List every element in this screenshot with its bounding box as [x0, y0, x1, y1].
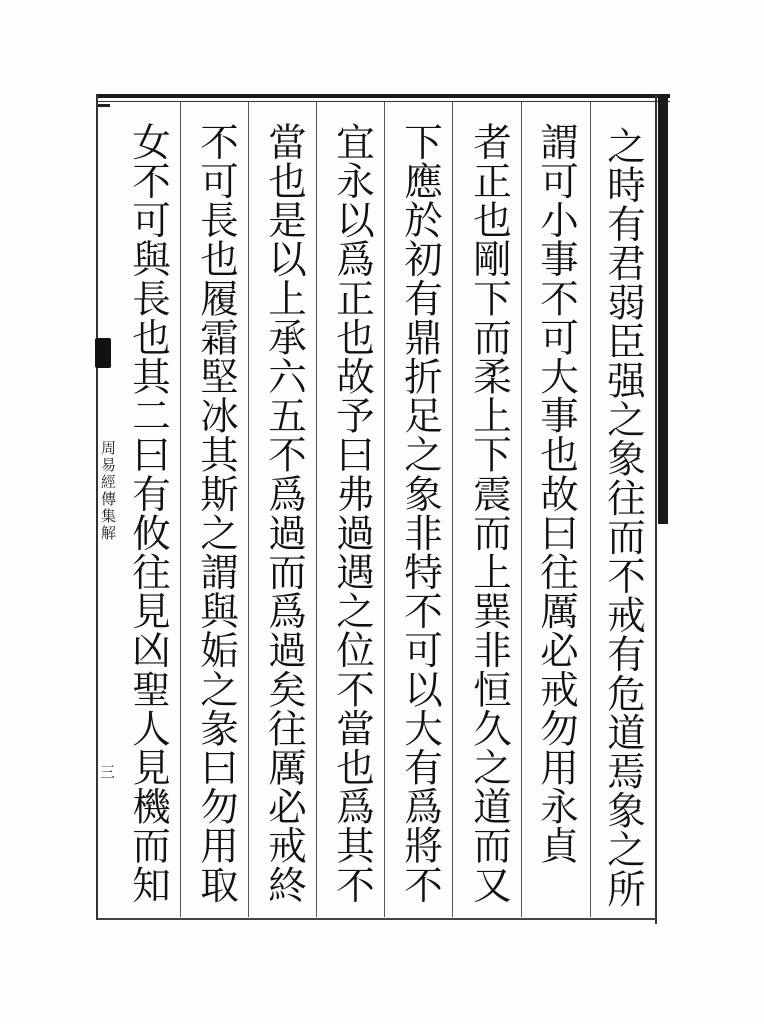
- column-rule: [316, 102, 317, 917]
- frame-top-inner-border: [96, 101, 670, 102]
- column-rule: [180, 102, 181, 917]
- margin-page-number: 三: [98, 764, 116, 779]
- text-column-6: 當也是以上承六五不爲過而爲過矣往厲必戒終: [262, 122, 307, 904]
- frame-top-border: [96, 94, 670, 98]
- column-rule: [384, 102, 385, 917]
- column-rule: [248, 102, 249, 917]
- fishtail-mark: [95, 338, 111, 368]
- text-column-1: 之時有君弱臣强之象往而不戒有危道焉象之所: [601, 126, 646, 908]
- text-column-7: 不可長也履霜堅冰其斯之謂與姤之彖曰勿用取: [194, 122, 239, 904]
- frame-bottom-border: [96, 918, 656, 920]
- text-column-8: 女不可與長也其二曰有攸往見凶聖人見機而知: [126, 122, 171, 904]
- frame-right-inner-border: [655, 94, 657, 924]
- text-column-4: 下應於初有鼎折足之象非特不可以大有爲將不: [398, 122, 443, 904]
- text-column-3: 者正也剛下而柔上下震而上巽非恒久之道而又: [467, 122, 512, 904]
- column-rule: [521, 102, 522, 917]
- text-column-2: 謂可小事不可大事也故曰往厲必戒勿用永貞: [534, 122, 579, 865]
- frame-right-border: [658, 94, 668, 524]
- column-rule: [590, 102, 591, 917]
- column-rule: [452, 102, 453, 917]
- margin-ornament: [98, 104, 110, 119]
- text-column-5: 宜永以爲正也故予曰弗過遇之位不當也爲其不: [330, 122, 375, 904]
- margin-book-title: 周易經傳集解: [99, 440, 117, 542]
